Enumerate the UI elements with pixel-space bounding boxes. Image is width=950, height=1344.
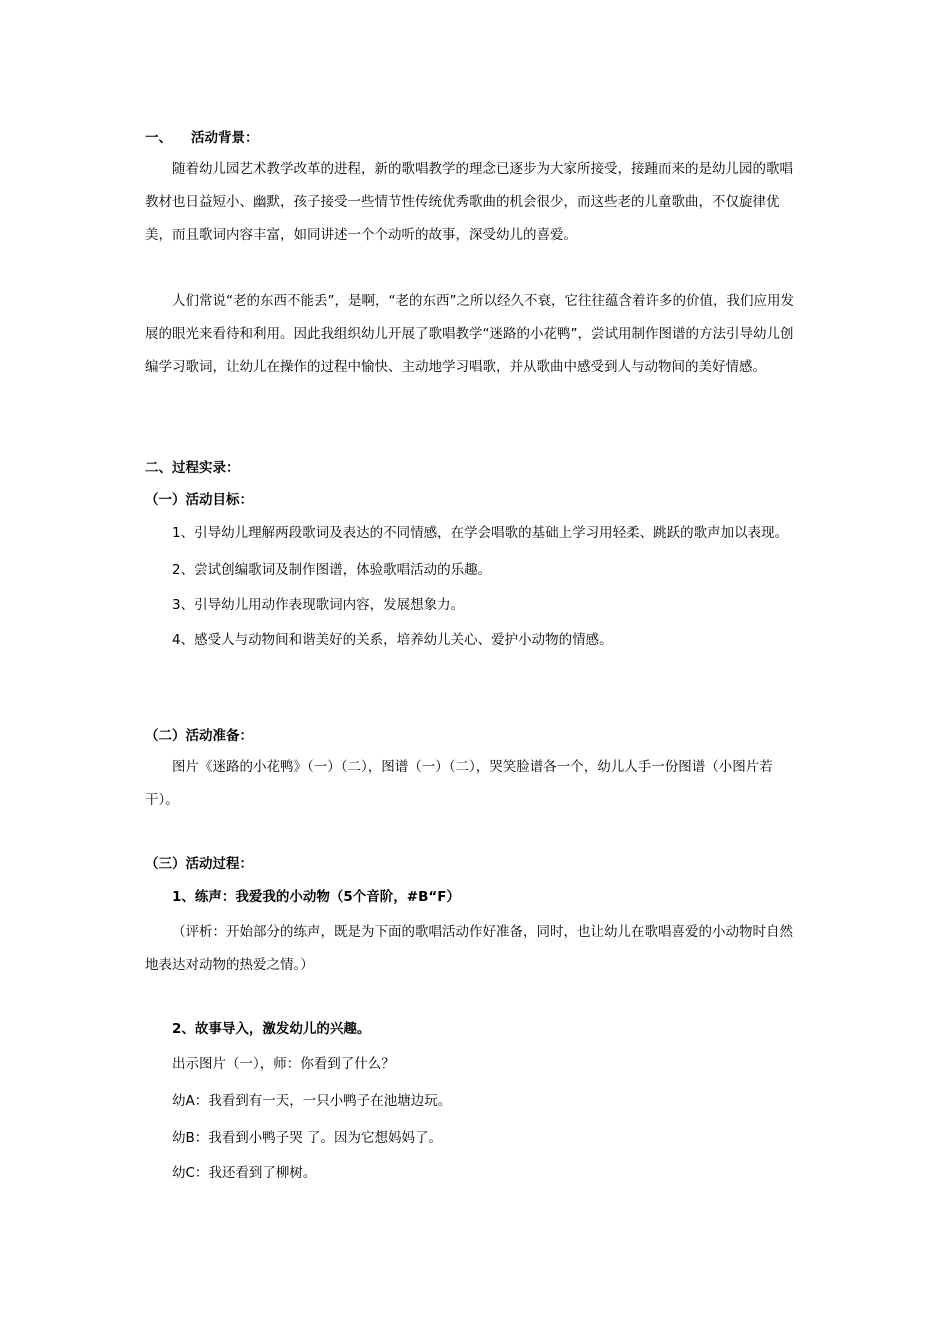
process-heading [145,848,805,881]
comment: （评析：开始部分的练声，既是为下面的歌唱活动作好准备，同时，也让幼儿在歌唱喜爱的小动物时自然地表达对动物的热爱之情。） [145,924,793,973]
paragraph: 随着幼儿园艺术教学改革的进程，新的歌唱教学的理念已逐步为大家所接受，接踵而来的是幼儿园的歌唱教材也日益短小、幽默，孩子接受一些情节性传统优秀歌曲的机会很少，而这些老的儿童歌曲，不仅旋律优美，而且歌词内容丰富，如同讲述一个个动听的故事，深受幼儿的喜爱。 [145,161,793,243]
dialogue-lines [145,1048,805,1190]
goal-item: 1、引导幼儿理解两段歌词及表达的不同情感，在学会唱歌的基础上学习用轻柔、跳跃的歌声加以表现。 [172,525,789,541]
section-title: 二、过程实录： [145,460,240,476]
dialogue-line: 幼A：我看到有一天，一只小鸭子在池塘边玩。 [172,1093,452,1109]
step-title: 2、故事导入，激发幼儿的兴趣。 [172,1021,371,1037]
section-number: 一、 [145,130,172,146]
paragraph: 人们常说“老的东西不能丢”，是啊，“老的东西”之所以经久不衰，它往往蕴含着许多的价值，我们应用发展的眼光来看待和利用。因此我组织幼儿开展了歌唱教学“迷路的小花鸭”，尝试用制作图谱的方法引导幼儿创编学习歌词，让幼儿在操作的过程中愉快、主动地学习唱歌，并从歌曲中感受到人与动物间的美好情感。 [145,293,794,375]
subsection-title: （三）活动过程： [145,856,253,872]
process-comment-1 [145,916,805,982]
paragraph: 图片《迷路的小花鸭》（一）（二），图谱（一）（二），哭笑脸谱各一个，幼儿人手一份图谱（小图片若干）。 [145,759,773,808]
goal-item: 3、引导幼儿用动作表现歌词内容，发展想象力。 [172,597,465,613]
goal-item: 4、感受人与动物间和谐美好的关系，培养幼儿关心、爱护小动物的情感。 [172,632,613,648]
subsection-title: （一）活动目标： [145,492,253,508]
prep-heading [145,720,805,753]
goals-list [145,517,805,657]
dialogue-line: 出示图片（一），师：你看到了什么？ [172,1056,395,1072]
process-step-2 [145,1013,805,1046]
goals-heading [145,484,805,517]
process-step-1 [145,881,805,914]
background-paragraph-1 [145,153,805,252]
goal-item: 2、尝试创编歌词及制作图谱，体验歌唱活动的乐趣。 [172,562,492,578]
section-title: 活动背景： [191,130,259,146]
section-heading-process [145,452,805,485]
section-heading-background [145,128,259,148]
dialogue-line: 幼C：我还看到了柳树。 [172,1165,317,1181]
prep-paragraph [145,751,805,817]
dialogue-line: 幼B：我看到小鸭子哭 了。因为它想妈妈了。 [172,1130,443,1146]
step-title: 1、练声：我爱我的小动物（5个音阶，#B“F） [172,889,460,905]
background-paragraph-2 [145,285,805,384]
subsection-title: （二）活动准备： [145,728,253,744]
